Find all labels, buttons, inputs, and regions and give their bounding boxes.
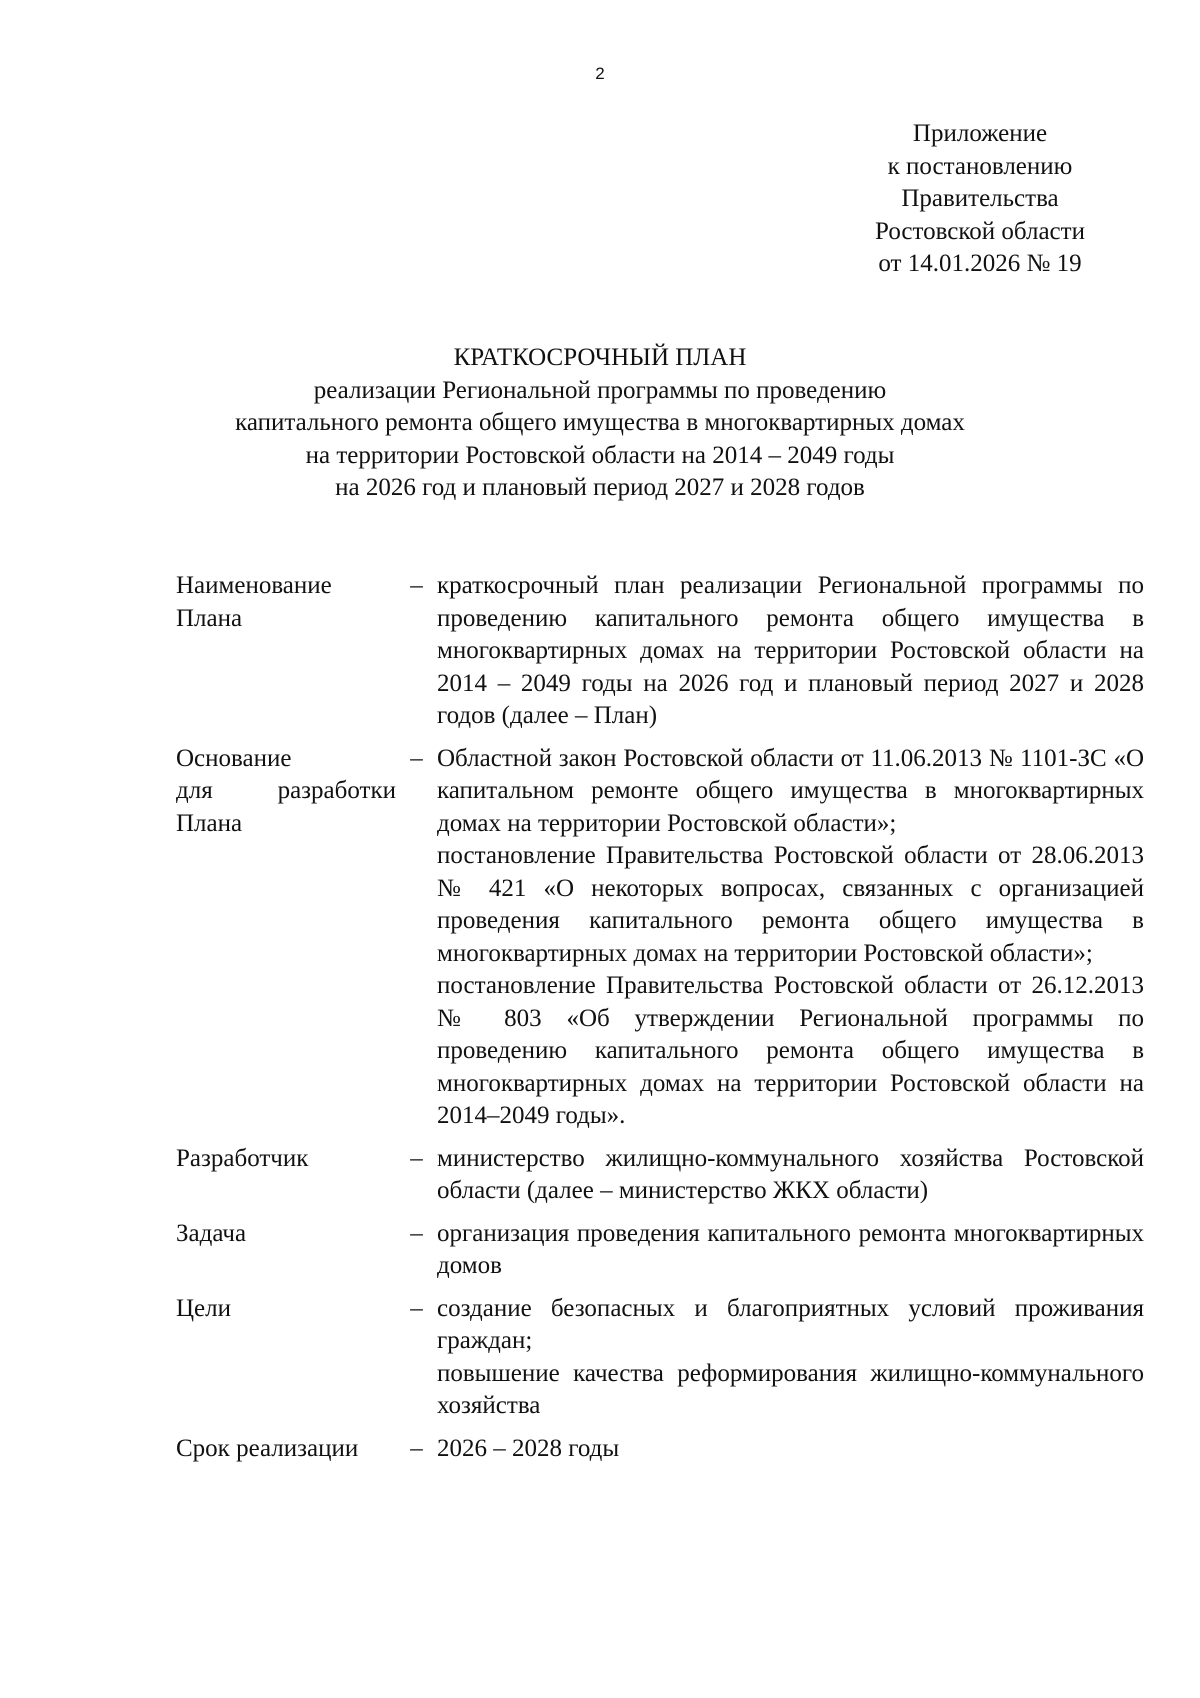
row-label	[176, 1218, 396, 1283]
row-value-paragraph: 2026 – 2028 годы	[437, 1434, 620, 1462]
page-number: 2	[595, 64, 605, 83]
row-label-line: Плана	[176, 809, 243, 837]
row-value-paragraph: постановление Правительства Ростовской области от 28.06.2013 № 421 «О некоторых вопросах, связанных с организацией проведения капитального ремонта общего имущества в многоквартирных домах на территории Ростовской области»;	[437, 842, 1144, 967]
row-dash: –	[410, 1434, 423, 1462]
row-value-paragraph: краткосрочный план реализации Региональной программы по проведению капитального ремонта общего имущества в многоквартирных домах на территории Ростовской области на 2014 – 2049 годы на 2026 год и плановый период 2027 и 2028 годов (далее – План)	[437, 572, 1144, 729]
row-label-line: Плана	[176, 604, 243, 632]
row-label-line: Разработчик	[176, 1144, 309, 1172]
appendix-block	[820, 118, 1140, 281]
row-label-line: Основание	[176, 744, 292, 772]
row-label	[176, 1293, 396, 1423]
title-line: на территории Ростовской области на 2014 – 2049 годы	[305, 441, 895, 469]
row-plan-name	[176, 570, 1144, 733]
row-value	[437, 1143, 1144, 1208]
appendix-line: к постановлению	[887, 152, 1073, 180]
row-label-line: Срок реализации	[176, 1434, 359, 1462]
row-label	[176, 743, 396, 1133]
row-value-paragraph: постановление Правительства Ростовской области от 26.12.2013 № 803 «Об утверждении Региональной программы по проведению капитального ремонта общего имущества в многоквартирных домах на территории Ростовской области на 2014–2049 годы».	[437, 972, 1144, 1129]
row-value-paragraph: организация проведения капитального ремонта многоквартирных домов	[437, 1219, 1144, 1279]
appendix-date-number: от 14.01.2026 № 19	[878, 250, 1082, 277]
row-label	[176, 1433, 396, 1466]
row-term	[176, 1433, 1144, 1466]
row-value-paragraph: министерство жилищно-коммунального хозяйства Ростовской области (далее – министерство ЖКХ области)	[437, 1144, 1144, 1204]
row-value	[437, 570, 1144, 733]
row-basis	[176, 743, 1144, 1133]
row-value-paragraph: создание безопасных и благоприятных условий проживания граждан;	[437, 1294, 1144, 1354]
row-label-line: Цели	[176, 1294, 232, 1322]
row-dash: –	[410, 1144, 423, 1172]
row-dash: –	[410, 1294, 423, 1322]
row-goals	[176, 1293, 1144, 1423]
title-line: капитального ремонта общего имущества в многоквартирных домах	[235, 409, 965, 436]
row-label	[176, 1143, 396, 1208]
row-label-line: Наименование	[176, 572, 332, 599]
row-task	[176, 1218, 1144, 1283]
row-dash: –	[410, 1219, 423, 1247]
title-line: реализации Региональной программы по проведению	[313, 376, 887, 404]
row-value	[437, 743, 1144, 1133]
appendix-line: Приложение	[912, 120, 1048, 147]
row-value-paragraph: повышение качества реформирования жилищно-коммунального хозяйства	[437, 1359, 1144, 1419]
row-value-paragraph: Областной закон Ростовской области от 11.06.2013 № 1101-ЗС «О капитальном ремонте общего имущества в многоквартирных домах на территории Ростовской области»;	[437, 744, 1144, 837]
appendix-line: Ростовской области	[875, 217, 1085, 245]
row-value	[437, 1433, 1144, 1466]
row-developer	[176, 1143, 1144, 1208]
row-dash: –	[410, 572, 423, 599]
row-value	[437, 1218, 1144, 1283]
row-value	[437, 1293, 1144, 1423]
row-label-line: для разработки	[176, 777, 396, 804]
row-label	[176, 570, 396, 733]
title-heading: КРАТКОСРОЧНЫЙ ПЛАН	[453, 344, 747, 371]
document-title	[150, 342, 1050, 505]
row-dash: –	[410, 744, 423, 772]
row-label-line: Задача	[176, 1219, 247, 1247]
appendix-line: Правительства	[901, 185, 1059, 212]
title-line: на 2026 год и плановый период 2027 и 2028 годов	[335, 474, 865, 501]
plan-passport-table	[176, 570, 1144, 1465]
